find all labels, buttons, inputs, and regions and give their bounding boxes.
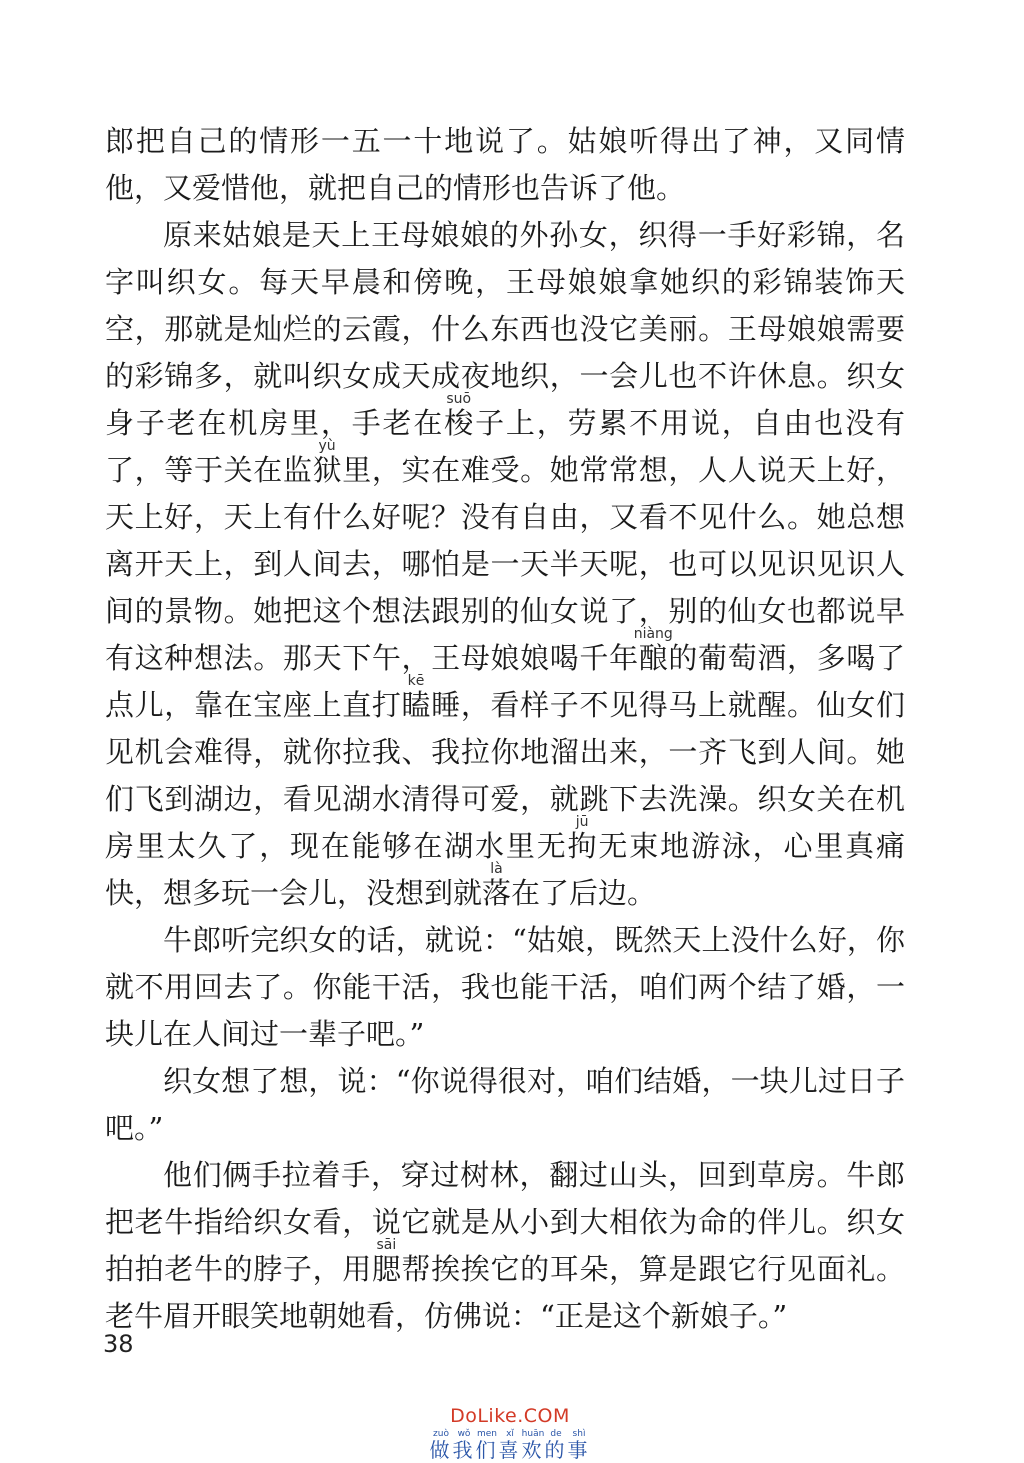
text-run: 他们俩手拉着手，穿过树林，翻过山头，回到草房。牛郎把老牛指给织女看，说它就是从小到大相依为命的伴儿。织女拍拍老牛的脖子，用: [105, 1158, 905, 1286]
text-run: 织女想了想，说：“你说得很对，咱们结婚，一块儿过日子吧。”: [105, 1064, 905, 1145]
slogan-character: 事shì: [567, 1429, 591, 1462]
page-number: 38: [103, 1330, 134, 1358]
paragraph: [105, 1058, 905, 1152]
text-run: 原来姑娘是天上王母娘娘的外孙女，织得一手好彩锦，名字叫织女。每天早晨和傍晚，王母娘娘拿她织的彩锦装饰天空，那就是灿烂的云霞，什么东西也没它美丽。王母娘娘需要的彩锦多，就叫织女成天成夜地织，一会儿也不许休息。织女身子老在机房里，手老在: [105, 218, 905, 440]
paragraph: [105, 1152, 905, 1340]
text-run: 子上，劳累不用说，自由也没有了，等于关在监: [105, 406, 905, 487]
slogan-character: 欢huān: [521, 1429, 545, 1462]
text-run: 牛郎听完织女的话，就说：“姑娘，既然天上没什么好，你就不用回去了。你能干活，我也能干活，咱们两个结了婚，一块儿在人间过一辈子吧。”: [105, 923, 905, 1051]
slogan-character: 们men: [475, 1429, 499, 1462]
pinyin-annotated-character: 酿niàng: [633, 626, 673, 675]
paragraph: [105, 212, 905, 917]
pinyin-annotated-character: 狱yù: [312, 438, 343, 487]
pinyin-annotated-character: 梭suō: [444, 391, 476, 440]
site-watermark: [400, 1405, 620, 1463]
watermark-logo: DoLike.COM: [450, 1405, 570, 1427]
pinyin: niàng: [633, 626, 673, 642]
slogan-character: 我wǒ: [452, 1429, 476, 1462]
pinyin-annotated-character: 拘jū: [567, 814, 599, 863]
pinyin: sāi: [371, 1237, 401, 1253]
pinyin: jū: [567, 814, 597, 830]
slogan-character: 做zuò: [429, 1429, 453, 1462]
text-run: 无束地游泳，心里真痛快，想多玩一会儿，没想到就: [105, 829, 905, 910]
story-text: [105, 118, 905, 1340]
pinyin-annotated-character: 落là: [482, 861, 512, 910]
text-run: 郎把自己的情形一五一十地说了。姑娘听得出了神，又同情他，又爱惜他，就把自己的情形也告诉了他。: [105, 124, 905, 205]
text-run: 睡，看样子不见得马上就醒。仙女们见机会难得，就你拉我、我拉你地溜出来，一齐飞到人间。她们飞到湖边，看见湖水清得可爱，就跳下去洗澡。织女关在机房里太久了，现在能够在湖水里无: [105, 688, 905, 863]
pinyin: yù: [312, 438, 342, 454]
pinyin: là: [482, 861, 512, 877]
pinyin: kē: [401, 673, 431, 689]
paragraph: [105, 917, 905, 1058]
paragraph: [105, 118, 905, 212]
slogan-character: 的de: [544, 1429, 568, 1462]
text-run: 里，实在难受。她常常想，人人说天上好，天上好，天上有什么好呢？没有自由，又看不见什么。她总想离开天上，到人间去，哪怕是一天半天呢，也可以见识见识人间的景物。她把这个想法跟别的仙女说了，别的仙女也都说早有这种想法。那天下午，王母娘娘喝千年: [105, 453, 905, 675]
pinyin: suō: [444, 391, 474, 407]
text-run: 在了后边。: [511, 876, 657, 910]
text-run: 帮挨挨它的耳朵，算是跟它行见面礼。老牛眉开眼笑地朝她看，仿佛说：“正是这个新娘子。”: [105, 1252, 905, 1333]
slogan-character: 喜xǐ: [498, 1429, 522, 1462]
pinyin-annotated-character: 腮sāi: [371, 1237, 402, 1286]
text-run: 的葡萄酒，多喝了点儿，靠在宝座上直打: [105, 641, 905, 722]
pinyin-annotated-character: 瞌kē: [401, 673, 432, 722]
